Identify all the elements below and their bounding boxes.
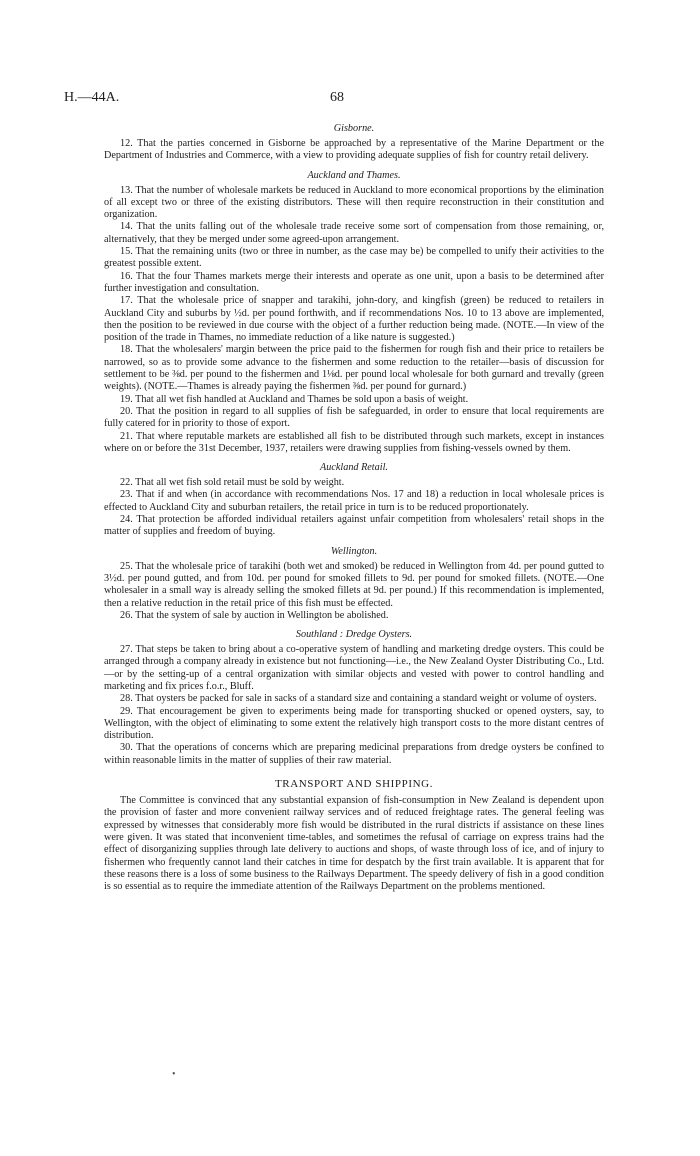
page-number: 68 [330,90,344,105]
recommendation-16: 16. That the four Thames markets merge their interests and operate as one unit, upon a basis to be determined after further investigation and consultation. [104,270,604,294]
recommendation-27: 27. That steps be taken to bring about a co-operative system of handling and marketing dredge oysters. This could be arranged through a company already in existence but not functioning—i.e., the New Zealand Oyster Distributing Co., Ltd.—or by the setting-up of a central organization with similar objects and vested with power to control handling and marketing and fix prices f.o.r., Bluff. [104,644,604,692]
recommendation-12: 12. That the parties concerned in Gisborne be approached by a representative of the Marine Department or the Department of Industries and Commerce, with a view to providing adequate supplies of fish for country retail delivery. [104,138,604,162]
stray-mark: • [172,1069,176,1080]
recommendation-21: 21. That where reputable markets are established all fish to be distributed through such markets, except in instances where on or before the 31st December, 1937, retailers were drawing supplies from fishing-vessels owned by them. [104,430,604,454]
recommendation-17: 17. That the wholesale price of snapper and tarakihi, john-dory, and kingfish (green) be reduced to retailers in Auckland City and suburbs by ½d. per pound forthwith, and if recommendations Nos. 10 to 13 above are implemented, then the position to be reviewed in due course with the object of a further reduction being made. (NOTE.—In view of the position of the trade in Thames, no immediate reduction of a like nature is suggested.) [104,295,604,344]
recommendation-20: 20. That the position in regard to all supplies of fish be safeguarded, in order to ensure that local requirements are fully catered for in priority to those of export. [104,405,604,430]
recommendation-29: 29. That encouragement be given to experiments being made for transporting shucked or opened oysters, say, to Wellington, with the object of eliminating to some extent the relatively high transport costs to the more distant centres of distribution. [104,705,604,742]
recommendation-24: 24. That protection be afforded individual retailers against unfair competition from wholesalers' retail shops in the matter of supplies and freedom of buying. [104,514,604,538]
section-heading-auckland-thames: Auckland and Thames. [307,169,401,181]
section-heading-auckland-retail: Auckland Retail. [320,462,388,474]
recommendation-19: 19. That all wet fish handled at Auckland and Thames be sold upon a basis of weight. [120,393,469,405]
transport-shipping-title: TRANSPORT AND SHIPPING. [274,778,434,791]
section-heading-southland-oysters: Southland : Dredge Oysters. [295,629,413,641]
recommendation-15: 15. That the remaining units (two or three in number, as the case may be) be compelled to unify their activities to the greatest possible extent. [104,246,604,270]
recommendation-28: 28. That oysters be packed for sale in sacks of a standard size and containing a standard weight or volume of oysters. [120,693,597,705]
page-reference: H.—44A. [64,90,120,105]
recommendation-18: 18. That the wholesalers' margin between the price paid to the fishermen for rough fish and their price to retailers be narrowed, so as to provide some advance to the fishermen and some reduction to the retailer—basis of discussion for settlement to be ⅜d. per pound to the fishermen and 1⅛d. per pound local wholesale for both gurnard and trevally (green weights). (NOTE.—Thames is already paying the fishermen ⅜d. per pound for gurnard.) [104,344,604,393]
section-heading-wellington: Wellington. [330,545,378,557]
document-body [104,122,604,893]
recommendation-14: 14. That the units falling out of the wholesale trade receive some sort of compensation from those remaining, or, alternatively, that they be merged under some agreed-upon arrangement. [104,221,604,245]
section-heading-gisborne: Gisborne. [333,123,375,134]
recommendation-25: 25. That the wholesale price of tarakihi (both wet and smoked) be reduced in Wellington from 4d. per pound gutted to 3½d. per pound gutted, and from 10d. per pound for smoked fillets to 9d. per pound for smoked fillets. (NOTE.—One wholesaler in a small way is already selling the smoked fillets at 9d. per pound.) If this recommendation is implemented, then a relative reduction in the retail price of this fish must be effected. [104,560,604,609]
recommendation-26: 26. That the system of sale by auction in Wellington be abolished. [120,609,389,621]
recommendation-30: 30. That the operations of concerns which are preparing medicinal preparations from dredge oysters be confined to within reasonable limits in the matter of supplies of their raw material. [104,742,604,766]
recommendation-22: 22. That all wet fish sold retail must be sold by weight. [120,477,345,489]
transport-shipping-paragraph: The Committee is convinced that any substantial expansion of fish-consumption in New Zealand is dependent upon the provision of faster and more convenient railway services and of reduced freightage rates. The general feeling was expressed by witnesses that considerably more fish would be distributed in the rural districts if assistance on these lines were given. It was stated that inconvenient time-tables, and sometimes the refusal of carriage on express trains had the effect of disorganizing supplies through late delivery to auctions and shops, of waste through loss of ice, and of injury to fishermen who frequently cannot land their catches in time for despatch by the first train available. It is apparent that for these reasons there is a loss of some business to the Railways Department. The speedy delivery of fish in a good condition is so essential as to require the immediate attention of the Railways Department on the problems mentioned. [104,795,604,893]
recommendation-23: 23. That if and when (in accordance with recommendations Nos. 17 and 18) a reduction in local wholesale prices is effected to Auckland City and suburban retailers, the retail price in turn is to be reduced proportionately. [104,489,604,513]
recommendation-13: 13. That the number of wholesale markets be reduced in Auckland to more economical proportions by the elimination of all except two or three of the existing distributors. These will then require reconstruction in their constitution and organization. [104,184,604,221]
